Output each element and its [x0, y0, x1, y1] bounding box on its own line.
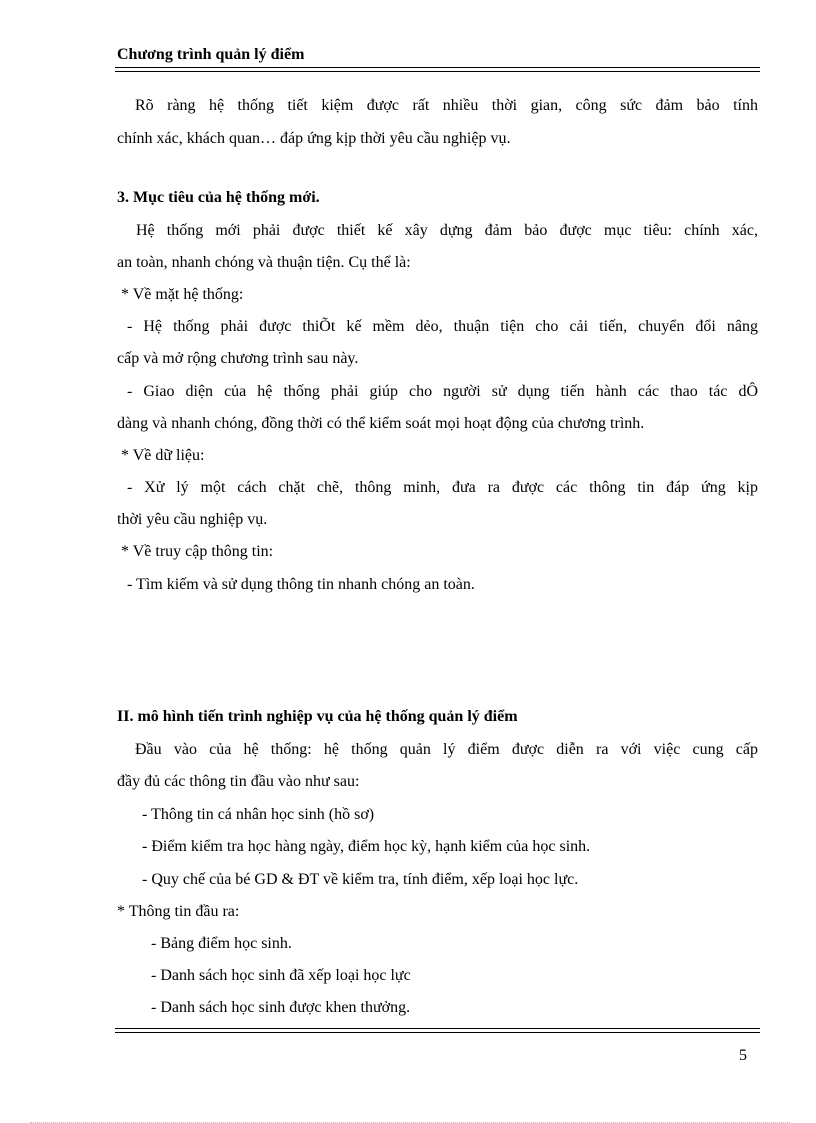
sub-heading: * Thông tin đầu ra: — [117, 903, 240, 920]
sub-heading: * Về truy cập thông tin: — [121, 543, 274, 560]
list-item: - Quy chế của bé GD & ĐT về kiểm tra, tính điểm, xếp loại học lực. — [142, 871, 579, 888]
list-item: - Tìm kiếm và sử dụng thông tin nhanh chóng an toàn. — [127, 576, 475, 593]
paragraph-line: Rõ ràng hệ thống tiết kiệm được rất nhiều thời gian, công sức đảm bảo tính — [135, 97, 758, 114]
footer-rule — [115, 1028, 760, 1033]
paragraph-line: đầy đủ các thông tin đầu vào như sau: — [117, 773, 360, 790]
paragraph-line: chính xác, khách quan… đáp ứng kịp thời yêu cầu nghiệp vụ. — [117, 130, 511, 147]
section-heading: II. mô hình tiến trình nghiệp vụ của hệ thống quản lý điểm — [117, 708, 518, 725]
list-item: - Xử lý một cách chặt chẽ, thông minh, đưa ra được các thông tin đáp ứng kịp — [127, 479, 758, 496]
paragraph-line: Đầu vào của hệ thống: hệ thống quản lý điểm được diễn ra với việc cung cấp — [135, 741, 758, 758]
sub-heading: * Về mặt hệ thống: — [121, 286, 244, 303]
header-rule — [115, 67, 760, 72]
sub-heading: * Về dữ liệu: — [121, 447, 205, 464]
list-item: - Hệ thống phải được thiÕt kế mềm dẻo, thuận tiện cho cải tiến, chuyển đổi nâng — [127, 318, 758, 335]
list-item: - Điểm kiểm tra học hàng ngày, điểm học kỳ, hạnh kiểm của học sinh. — [142, 838, 591, 855]
list-item: thời yêu cầu nghiệp vụ. — [117, 511, 268, 528]
list-item: cấp và mở rộng chương trình sau này. — [117, 350, 359, 367]
list-item: - Bảng điểm học sinh. — [151, 935, 292, 952]
list-item: - Giao diện của hệ thống phải giúp cho người sử dụng tiến hành các thao tác dÔ — [127, 383, 758, 400]
list-item: - Thông tin cá nhân học sinh (hồ sơ) — [142, 806, 375, 823]
list-item: dàng và nhanh chóng, đồng thời có thể kiểm soát mọi hoạt động của chương trình. — [117, 415, 645, 432]
list-item: - Danh sách học sinh được khen thưởng. — [151, 999, 411, 1016]
page-number: 5 — [739, 1047, 747, 1064]
list-item: - Danh sách học sinh đã xếp loại học lực — [151, 967, 411, 984]
section-heading: 3. Mục tiêu của hệ thống mới. — [117, 189, 320, 206]
paragraph-line: Hệ thống mới phải được thiết kế xây dựng đảm bảo được mục tiêu: chính xác, — [136, 222, 758, 239]
paragraph-line: an toàn, nhanh chóng và thuận tiện. Cụ thể là: — [117, 254, 411, 271]
page-header-title: Chương trình quản lý điểm — [117, 46, 305, 63]
